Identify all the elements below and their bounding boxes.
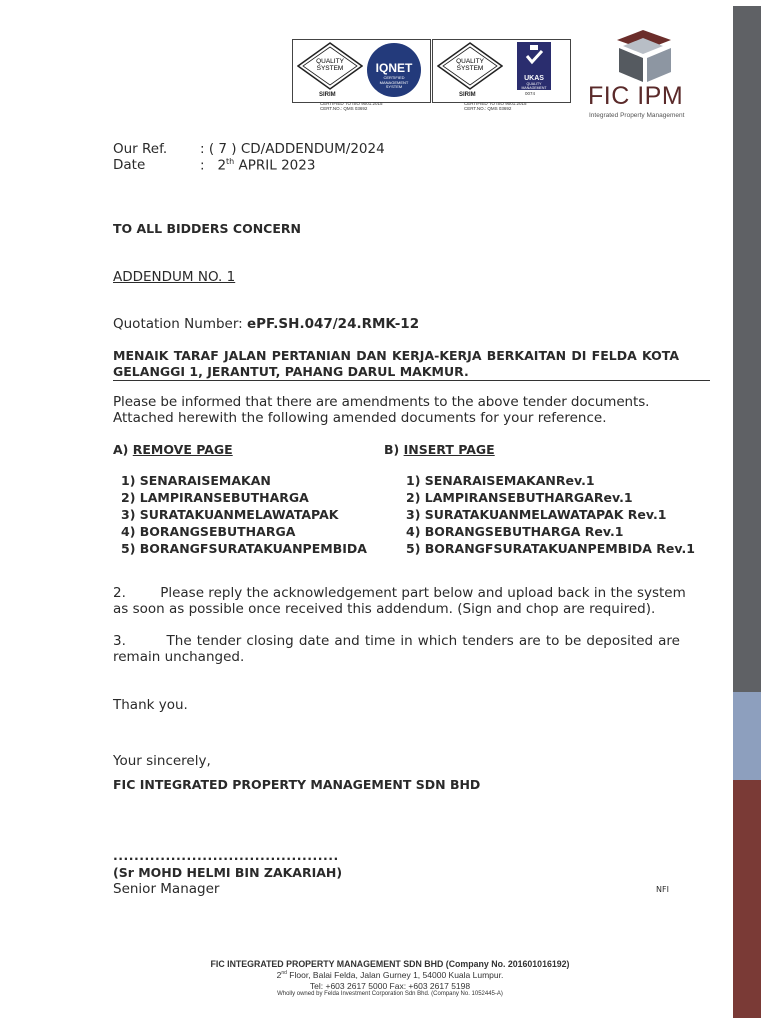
- fic-cube-logo-icon: [613, 28, 675, 88]
- list-item: 2) LAMPIRANSEBUTHARGARev.1: [406, 490, 633, 505]
- cert-line-2: CERT.NO.: QMS 03692: [464, 106, 512, 111]
- thanks: Thank you.: [113, 697, 188, 713]
- list-item: 1) SENARAISEMAKANRev.1: [406, 473, 595, 488]
- signatory-name: (Sr MOHD HELMI BIN ZAKARIAH): [113, 865, 343, 880]
- ref-label: Our Ref.: [113, 141, 168, 157]
- list-item: 3) SURATAKUANMELAWATAPAK Rev.1: [406, 507, 667, 522]
- project-title-line2: GELANGGI 1, JERANTUT, PAHANG DARUL MAKMUR.: [113, 364, 469, 379]
- cert-line-1: CERTIFIED TO ISO 9001:2015: [464, 101, 527, 106]
- insert-heading: [384, 442, 495, 457]
- cert-badge-sirim-ukas: [432, 39, 571, 103]
- intro-line1: Please be informed that there are amendments to the above tender documents.: [113, 394, 650, 410]
- cert-line-2: CERT.NO.: QMS 03692: [320, 106, 368, 111]
- quality-system-diamond-icon: [437, 42, 503, 90]
- list-item: 1) SENARAISEMAKAN: [121, 473, 271, 488]
- side-bar-dark: [733, 6, 761, 692]
- addendum-title: ADDENDUM NO. 1: [113, 269, 236, 285]
- footer-floor-num: 2: [276, 970, 282, 980]
- cert-text-2: [464, 101, 527, 111]
- svg-text:QUALITY: QUALITY: [316, 58, 344, 65]
- footer-ownership: Wholly owned by Felda Investment Corporation Sdn Bhd. (Company No. 1052445-A): [277, 991, 503, 997]
- svg-text:SYSTEM: SYSTEM: [316, 65, 344, 72]
- recipient: TO ALL BIDDERS CONCERN: [113, 221, 301, 236]
- company-name: FIC INTEGRATED PROPERTY MANAGEMENT SDN BHD: [113, 777, 481, 792]
- cert-badge-sirim-iqnet: [292, 39, 431, 103]
- footer-contact: Tel: +603 2617 5000 Fax: +603 2617 5198: [309, 981, 471, 991]
- paragraph2-line2: as soon as possible once received this addendum. (Sign and chop are required).: [113, 601, 656, 617]
- iqnet-name: IQNET: [375, 61, 413, 75]
- svg-text:SYSTEM: SYSTEM: [456, 65, 484, 72]
- paragraph2-line1: 2. Please reply the acknowledgement part below and upload back in the system: [113, 585, 686, 601]
- svg-text:QUALITY: QUALITY: [456, 58, 484, 65]
- signatory-title: Senior Manager: [113, 881, 220, 897]
- remove-heading-text: REMOVE PAGE: [132, 442, 233, 457]
- date-day: 2: [217, 157, 227, 174]
- title-divider: [113, 380, 710, 381]
- date-label: Date: [113, 157, 146, 173]
- closing: Your sincerely,: [113, 753, 211, 769]
- remove-heading: [113, 442, 233, 457]
- list-item: 5) BORANGFSURATAKUANPEMBIDA: [121, 541, 367, 556]
- intro-line2: Attached herewith the following amended documents for your reference.: [113, 410, 607, 426]
- list-item: 3) SURATAKUANMELAWATAPAK: [121, 507, 339, 522]
- ukas-code: 0074: [525, 91, 536, 96]
- side-bar-blue: [733, 692, 761, 780]
- initials: NFI: [656, 885, 669, 894]
- date-value: [200, 157, 315, 174]
- logo-tagline: Integrated Property Management: [589, 112, 685, 119]
- cert-line-1: CERTIFIED TO ISO 9001:2015: [320, 101, 383, 106]
- quotation-number: ePF.SH.047/24.RMK-12: [247, 316, 420, 332]
- ukas-name: UKAS: [524, 75, 544, 82]
- remove-list: [121, 472, 367, 557]
- cert-text-1: [320, 101, 383, 111]
- insert-list: [406, 472, 695, 557]
- quotation-line: [113, 316, 419, 332]
- list-item: 2) LAMPIRANSEBUTHARGA: [121, 490, 309, 505]
- ukas-sub: QUALITY MANAGEMENT: [521, 82, 547, 90]
- sirim-label: SIRIM: [459, 92, 476, 98]
- date-colon: :: [200, 157, 205, 174]
- ukas-crown-check-icon: [517, 42, 551, 70]
- list-item: 4) BORANGSEBUTHARGA: [121, 524, 296, 539]
- logo-text: FIC IPM: [588, 82, 684, 110]
- insert-prefix: B): [384, 442, 400, 457]
- signature-line: ...........................................: [113, 848, 339, 863]
- list-item: 5) BORANGFSURATAKUANPEMBIDA Rev.1: [406, 541, 695, 556]
- footer-company: FIC INTEGRATED PROPERTY MANAGEMENT SDN BHD (Company No. 201601016192): [210, 959, 570, 969]
- list-item: 4) BORANGSEBUTHARGA Rev.1: [406, 524, 624, 539]
- paragraph3-line1: 3. The tender closing date and time in which tenders are to be deposited are: [113, 633, 680, 649]
- date-suffix: th: [226, 157, 235, 166]
- ukas-logo: [517, 42, 551, 90]
- ref-value: : ( 7 ) CD/ADDENDUM/2024: [200, 141, 385, 157]
- project-title-line1: MENAIK TARAF JALAN PERTANIAN DAN KERJA-KERJA BERKAITAN DI FELDA KOTA: [113, 348, 679, 363]
- paragraph3-line2: remain unchanged.: [113, 649, 245, 665]
- quality-system-diamond-icon: [297, 42, 363, 90]
- footer-address-rest: Floor, Balai Felda, Jalan Gurney 1, 54000 Kuala Lumpur.: [286, 970, 504, 980]
- footer-floor-sup: nd: [281, 970, 287, 977]
- iqnet-sub: CERTIFIED MANAGEMENT SYSTEM: [379, 75, 409, 89]
- quotation-label: Quotation Number:: [113, 316, 247, 332]
- footer-address: [150, 970, 630, 980]
- insert-heading-text: INSERT PAGE: [403, 442, 495, 457]
- side-bar-red: [733, 780, 761, 1018]
- remove-prefix: A): [113, 442, 129, 457]
- date-rest: APRIL 2023: [234, 157, 316, 174]
- sirim-label: SIRIM: [319, 92, 336, 98]
- iqnet-logo: [367, 43, 421, 97]
